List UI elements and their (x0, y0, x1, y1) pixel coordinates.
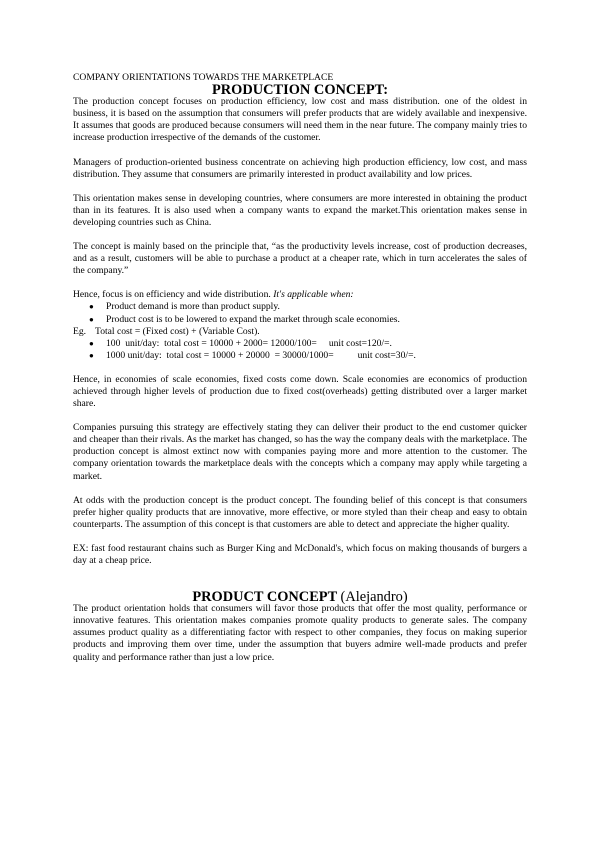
list-item (73, 301, 527, 313)
list-item (73, 338, 527, 350)
bullet-icon: ● (89, 314, 94, 324)
list-item-text: 100 unit/day: total cost = 10000 + 2000= 12000/100= unit cost=120/=. (106, 337, 392, 349)
document-body (73, 72, 527, 676)
production-paragraph-3: This orientation makes sense in developing countries, where consumers are more interested in obtaining the product than in its features. It is also used when a company wants to expand the market.This orientation makes sense in developing countries such as China. (73, 192, 527, 228)
example-formula: Total cost = (Fixed cost) + (Variable Cost). (95, 325, 260, 337)
bullet-icon: ● (89, 302, 94, 312)
list-item-text: 1000 unit/day: total cost = 10000 + 20000 = 30000/1000= unit cost=30/=. (106, 349, 416, 361)
production-paragraph-4: The concept is mainly based on the principle that, “as the productivity levels increase, cost of production decreases, and as a result, customers will be able to purchase a product at a cheaper rate, which in turn accelerates the sales of the company.” (73, 241, 527, 277)
production-paragraph-8: EX: fast food restaurant chains such as Burger King and McDonald's, which focus on making thousands of burgers a day at a cheap price. (73, 542, 527, 566)
bullet-icon: ● (89, 338, 94, 348)
product-concept-title: PRODUCT CONCEPT (192, 589, 337, 606)
applicable-label: It's applicable when: (273, 289, 354, 301)
list-item-text: Product demand is more than product supply. (106, 301, 280, 313)
product-concept-heading (73, 589, 527, 606)
document-title: COMPANY ORIENTATIONS TOWARDS THE MARKETPLACE (73, 72, 334, 83)
applicable-list (73, 301, 527, 325)
production-paragraph-2: Managers of production-oriented business concentrate on achieving high production efficiency, low cost, and mass distribution. They assume that consumers are primarily interested in product availability and low prices. (73, 156, 527, 180)
example-line (73, 326, 527, 338)
list-item (73, 314, 527, 326)
focus-text: Hence, focus is on efficiency and wide distribution. (73, 289, 271, 301)
example-list (73, 338, 527, 362)
example-label: Eg. (73, 325, 87, 337)
product-paragraph: The product orientation holds that consumers will favor those products that offer the most quality, performance or innovative features. This orientation makes companies promote quality products to generate sales. The company assumes product quality as a differentiating factor with respect to other companies, they focus on making superior products and improving them over time, under the assumption that buyers admire well-made products and prefer quality and performance rather than just a low price. (73, 603, 527, 663)
focus-line (73, 289, 527, 301)
production-paragraph-5: Hence, in economies of scale economies, fixed costs come down. Scale economies are economics of production achieved through higher levels of production due to fixed cost(overheads) getting distributed over a larger market share. (73, 373, 527, 410)
production-paragraph-6: Companies pursuing this strategy are effectively stating they can deliver their product to the end customer quicker and cheaper than their rivals. As the market has changed, so has the way the company deals with the marketplace. The production concept is almost extinct now with companies paying more and more attention to the customer. The company orientation towards the marketplace deals with the concepts which a company may apply while targeting a market. (73, 422, 527, 482)
production-paragraph-7: At odds with the production concept is the product concept. The founding belief of this concept is that consumers prefer higher quality products that are innovative, more effective, or more styled than their cheap and easy to obtain counterparts. The assumption of this concept is that customers are able to detect and appreciate the higher quality. (73, 494, 527, 530)
product-concept-note: (Alejandro) (340, 589, 408, 606)
list-item-text: Product cost is to be lowered to expand the market through scale economies. (106, 313, 400, 325)
list-item (73, 350, 527, 362)
bullet-icon: ● (89, 350, 94, 360)
production-paragraph-1: The production concept focuses on production efficiency, low cost and mass distribution. one of the oldest in business, it is based on the assumption that consumers will prefer products that are widely available and inexpensive. It assumes that goods are produced because consumers will need them in the near future. The company mainly tries to increase production irrespective of the demands of the customer. (73, 96, 527, 144)
production-concept-heading: PRODUCTION CONCEPT: (211, 82, 389, 99)
